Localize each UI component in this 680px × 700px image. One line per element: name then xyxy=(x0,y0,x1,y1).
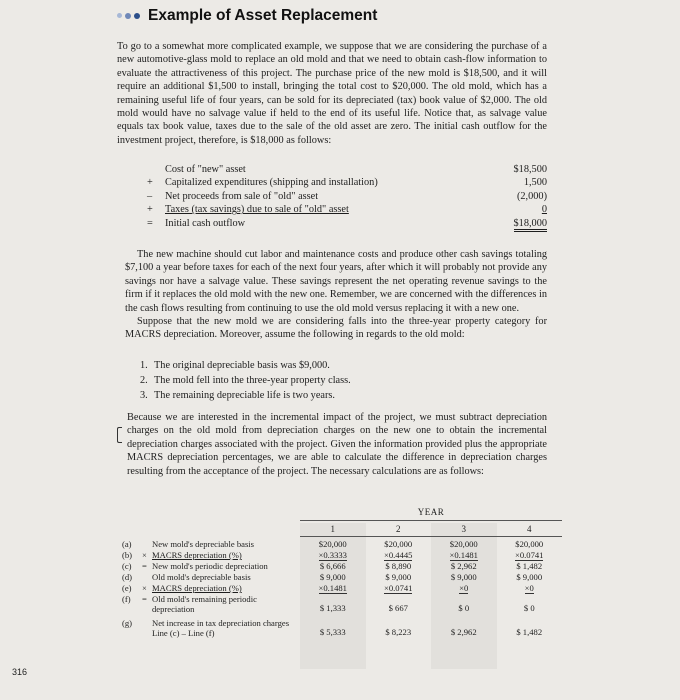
table-cell: $ 1,333 xyxy=(319,603,346,613)
year-header: YEAR xyxy=(417,507,445,517)
column-header: 1 xyxy=(330,524,335,534)
row-label: Old mold's depreciable basis xyxy=(152,572,251,582)
row-label: Net increase in tax depreciation charges Line (c) – Line (f) xyxy=(152,618,290,638)
bullet-dots-icon xyxy=(117,13,140,19)
row-label: MACRS depreciation (%) xyxy=(152,550,242,560)
incremental-paragraph: Because we are interested in the incremental impact of the project, we must subtract depreciation charges on the old mold from depreciation charges on the new one to obtain the incremental depreciation charges associated with the project. Given the information provided plus the appropriate MACRS depreciation percentages, we are able to calculate the difference in depreciation charges resulting from the acceptance of the project. The necessary calculations are as follows: xyxy=(127,412,547,477)
row-key: (c) xyxy=(122,561,132,571)
savings-section xyxy=(125,248,547,342)
table-cell: $ 1,482 xyxy=(516,561,543,571)
column-header: 4 xyxy=(527,524,532,534)
table-row xyxy=(122,619,562,641)
table-cell: $20,000 xyxy=(384,539,413,549)
row-label: MACRS depreciation (%) xyxy=(152,583,242,593)
calc-operator: + xyxy=(147,177,153,189)
calc-operator: = xyxy=(147,217,153,229)
list-number: 2. xyxy=(140,375,148,386)
table-cell: $ 5,333 xyxy=(319,627,346,637)
calc-label: Net proceeds from sale of "old" asset xyxy=(165,190,319,202)
table-cell: ×0 xyxy=(459,583,469,593)
macrs-paragraph: Suppose that the new mold we are considering falls into the three-year property category for MACRS depreciation. Moreover, assume the following in regards to the old mold: xyxy=(125,316,547,341)
calc-total xyxy=(487,217,547,230)
list-text: The remaining depreciable life is two years. xyxy=(154,390,335,401)
list-item xyxy=(140,358,351,373)
calc-label: Capitalized expenditures (shipping and installation) xyxy=(165,177,378,189)
calc-label: Initial cash outflow xyxy=(165,217,246,229)
calc-row xyxy=(147,203,547,216)
calc-label: Cost of "new" asset xyxy=(165,164,246,175)
table-cell: ×0.0741 xyxy=(384,583,413,593)
calc-value: $18,500 xyxy=(513,164,547,175)
table-cell: $ 6,666 xyxy=(319,561,346,571)
header-divider xyxy=(300,520,562,521)
table-cell: $20,000 xyxy=(449,539,478,549)
row-key: (a) xyxy=(122,539,132,549)
table-cell: $ 2,962 xyxy=(450,561,477,571)
calc-row xyxy=(147,176,547,189)
row-key: (b) xyxy=(122,550,133,560)
table-cell: $20,000 xyxy=(318,539,347,549)
list-text: The mold fell into the three-year property class. xyxy=(154,375,351,386)
row-label: Old mold's remaining periodic depreciation xyxy=(152,594,257,614)
calc-row xyxy=(147,217,547,230)
intro-paragraph: To go to a somewhat more complicated example, we suppose that we are considering the purchase of a new automotive-glass mold to replace an old mold and that we need to obtain cash-flow information to evaluate the attractiveness of this project. The purchase price of the new mold is $18,500, and it will require an additional $1,500 to install, bringing the total cost to $20,000. The old mold, which has a remaining useful life of four years, can be sold for its depreciated (tax) book value of $2,000. The old mold would have no salvage value if held to the end of its useful life. Notice that, as salvage value equals tax book value, taxes due to the sale of the old asset are zero. The initial cash outflow for the investment project, therefore, is $18,000 as follows: xyxy=(117,41,547,146)
table-cell: $ 8,890 xyxy=(385,561,412,571)
row-operator: × xyxy=(142,583,147,593)
row-key: (d) xyxy=(122,572,133,582)
table-cell: $ 2,962 xyxy=(450,627,477,637)
row-key: (e) xyxy=(122,583,132,593)
page-number: 316 xyxy=(12,667,28,677)
section-header xyxy=(117,7,377,25)
list-text: The original depreciable basis was $9,000. xyxy=(154,360,330,371)
calc-label: Taxes (tax savings) due to sale of "old" asset xyxy=(165,204,349,216)
column-header: 3 xyxy=(461,524,466,534)
table-cell: ×0.0741 xyxy=(515,550,544,560)
assumption-list xyxy=(140,358,351,403)
initial-outflow-calculation xyxy=(147,163,547,230)
list-number: 3. xyxy=(140,390,148,401)
savings-paragraph: The new machine should cut labor and maintenance costs and produce other cash savings totaling $7,100 a year before taxes for each of the next four years, after which it will probably not provide any savings nor have a salvage value. These savings represent the net operating revenue savings to the firm if it replaces the old mold with the new one. Remember, we are concerned with the differences in the cash flows resulting from continuing to use the old mold versus replacing it with a new one. xyxy=(125,249,547,314)
table-cell: $ 1,482 xyxy=(516,627,543,637)
section-title: Example of Asset Replacement xyxy=(148,7,378,24)
table-cell: $ 9,000 xyxy=(319,572,346,582)
table-cell: $ 8,223 xyxy=(385,627,412,637)
table-cell: ×0.1481 xyxy=(318,583,347,593)
calc-value: (2,000) xyxy=(516,190,547,202)
table-cell: $ 0 xyxy=(523,603,535,613)
calc-row xyxy=(147,163,547,176)
row-label: New mold's depreciable basis xyxy=(152,539,255,549)
list-item xyxy=(140,388,351,403)
list-item xyxy=(140,373,351,388)
calc-row xyxy=(147,190,547,203)
table-row xyxy=(122,595,562,619)
text-cursor-icon xyxy=(117,427,122,443)
table-cell: ×0.3333 xyxy=(318,550,347,560)
calc-operator: + xyxy=(147,204,153,216)
row-key: (g) xyxy=(122,618,133,628)
row-operator: = xyxy=(142,561,147,571)
row-label: New mold's periodic depreciation xyxy=(152,561,268,571)
table-cell: $ 9,000 xyxy=(516,572,543,582)
row-key: (f) xyxy=(122,594,131,604)
calc-operator: – xyxy=(147,190,153,202)
list-number: 1. xyxy=(140,360,148,371)
table-cell: $ 9,000 xyxy=(385,572,412,582)
column-headers xyxy=(300,525,562,535)
table-body xyxy=(122,540,562,641)
table-cell: ×0 xyxy=(524,583,534,593)
column-header: 2 xyxy=(396,524,401,534)
table-cell: ×0.4445 xyxy=(384,550,413,560)
table-cell: $ 0 xyxy=(458,603,470,613)
calc-total-value: $18,000 xyxy=(514,218,547,232)
calc-value: 1,500 xyxy=(523,177,547,189)
row-operator: × xyxy=(142,550,147,560)
row-operator: = xyxy=(142,594,147,604)
table-cell: $20,000 xyxy=(515,539,544,549)
table-cell: ×0.1481 xyxy=(449,550,478,560)
table-cell: $ 9,000 xyxy=(450,572,477,582)
calc-value: 0 xyxy=(541,204,547,216)
header-divider xyxy=(300,536,562,537)
table-cell: $ 667 xyxy=(388,603,408,613)
